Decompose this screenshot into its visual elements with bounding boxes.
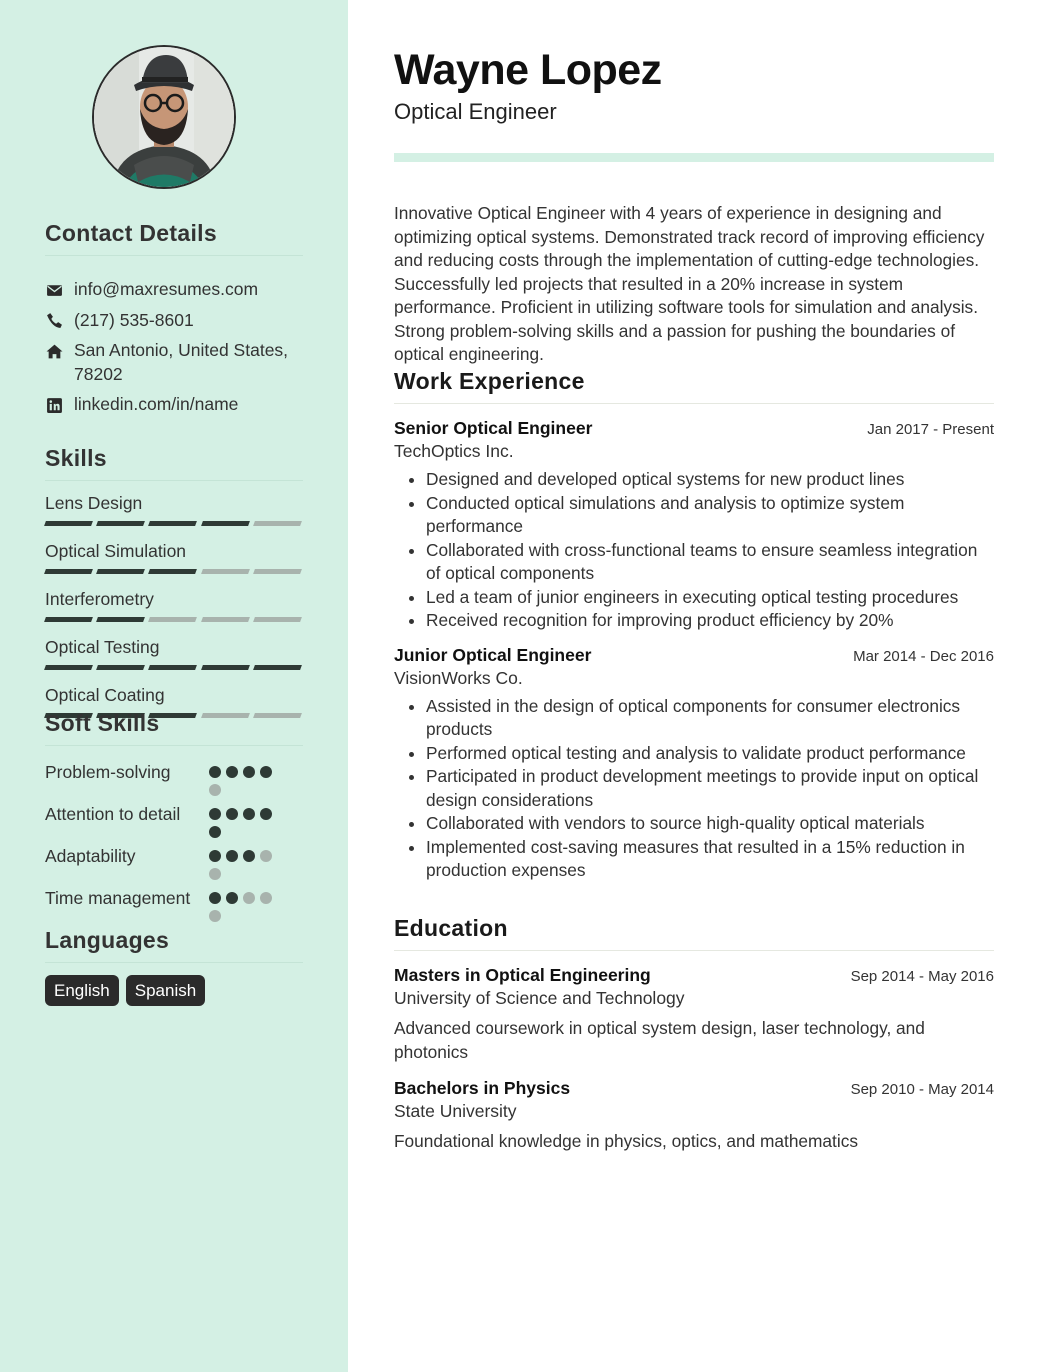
skill-level-segment: [253, 617, 302, 622]
divider: [394, 950, 994, 951]
skill-level-bar: [45, 665, 301, 670]
divider: [45, 480, 303, 481]
contact-title: Contact Details: [45, 220, 217, 246]
skill-level-segment: [96, 617, 145, 622]
skill-level-segment: [148, 617, 197, 622]
profile-photo: [94, 47, 234, 187]
skill-level-segment: [44, 617, 93, 622]
divider: [394, 403, 994, 404]
soft-skill-item: [45, 886, 303, 922]
contact-linkedin-text: linkedin.com/in/name: [74, 394, 239, 414]
education-header: [394, 1078, 994, 1099]
soft-skill-rating: [209, 760, 281, 796]
soft-skill-name: Time management: [45, 888, 191, 908]
contact-section: [45, 220, 303, 424]
job-bullet: • Received recognition for improving product efficiency by 20%: [426, 609, 994, 633]
rating-dot: [260, 766, 272, 778]
skill-name: Optical Testing: [45, 637, 160, 657]
accent-bar: [394, 153, 994, 162]
home-icon: [45, 341, 63, 361]
skill-level-segment: [201, 665, 250, 670]
skills-section: [45, 445, 303, 731]
soft-skill-item: [45, 760, 303, 796]
skill-name: Lens Design: [45, 493, 143, 513]
rating-dot: [209, 826, 221, 838]
skill-level-segment: [148, 665, 197, 670]
rating-dot: [209, 892, 221, 904]
job-bullet: • Implemented cost-saving measures that resulted in a 15% reduction in production expenses: [426, 836, 994, 883]
education-degree: Masters in Optical Engineering: [394, 965, 651, 985]
jobs-list: [394, 418, 994, 883]
candidate-name: Wayne Lopez: [394, 46, 662, 94]
skill-name: Interferometry: [45, 589, 154, 609]
skill-item: [45, 587, 303, 622]
contact-address-text: San Antonio, United States, 78202: [74, 340, 289, 384]
soft-skill-name: Attention to detail: [45, 804, 181, 824]
job-bullet: • Collaborated with vendors to source high-quality optical materials: [426, 812, 994, 836]
job-header: [394, 645, 994, 666]
skill-level-bar: [45, 521, 301, 526]
soft-skills-title: Soft Skills: [45, 710, 160, 736]
soft-skill-name: Adaptability: [45, 846, 136, 866]
rating-dot: [243, 892, 255, 904]
soft-skill-rating: [209, 802, 281, 838]
skill-level-bar: [45, 617, 301, 622]
soft-skill-item: [45, 844, 303, 880]
soft-skill-rating: [209, 886, 281, 922]
job-company: TechOptics Inc.: [394, 441, 514, 461]
education-header: [394, 965, 994, 986]
phone-icon: [45, 311, 63, 331]
job-entry: [394, 418, 994, 633]
job-title: Junior Optical Engineer: [394, 644, 592, 665]
job-bullet: • Assisted in the design of optical components for consumer electronics products: [426, 695, 994, 742]
skill-level-segment: [44, 521, 93, 526]
education-school: State University: [394, 1101, 517, 1121]
contact-email-text: info@maxresumes.com: [74, 279, 259, 299]
summary-text: Innovative Optical Engineer with 4 years of experience in designing and optimizing optical systems. Demonstrated track record of improving efficiency and reducing costs through the implementation of cutting-edge technologies. Successfully led projects that resulted in a 20% increase in system performance. Proficient in utilizing software tools for simulation and analysis. Strong problem-solving skills and a passion for pushing the boundaries of optical engineering.: [394, 203, 985, 364]
skill-name: Optical Simulation: [45, 541, 187, 561]
skill-level-segment: [44, 569, 93, 574]
education-dates: Sep 2014 - May 2016: [850, 968, 994, 985]
rating-dot: [226, 850, 238, 862]
rating-dot: [209, 784, 221, 796]
soft-skill-item: [45, 802, 303, 838]
job-title: Senior Optical Engineer: [394, 418, 593, 438]
education-entry: [394, 1078, 994, 1154]
skill-level-segment: [148, 569, 197, 574]
skill-level-segment: [96, 569, 145, 574]
job-bullet: • Performed optical testing and analysis to validate product performance: [426, 742, 994, 766]
experience-section: [394, 368, 994, 883]
rating-dot: [226, 766, 238, 778]
rating-dot: [226, 808, 238, 820]
job-entry: [394, 645, 994, 883]
rating-dot: [209, 808, 221, 820]
divider: [45, 745, 303, 746]
job-bullets: [394, 695, 994, 883]
skill-level-segment: [201, 569, 250, 574]
job-company: VisionWorks Co.: [394, 667, 523, 688]
education-description: Foundational knowledge in physics, optics, and mathematics: [394, 1131, 858, 1151]
job-bullet: • Led a team of junior engineers in executing optical testing procedures: [426, 586, 994, 610]
divider: [45, 962, 303, 963]
job-bullets: [394, 468, 994, 633]
rating-dot: [260, 892, 272, 904]
job-dates: Mar 2014 - Dec 2016: [853, 647, 994, 665]
skill-item: [45, 635, 303, 670]
skill-level-segment: [253, 521, 302, 526]
skill-level-segment: [148, 521, 197, 526]
rating-dot: [209, 766, 221, 778]
skill-item: [45, 491, 303, 526]
candidate-role: Optical Engineer: [394, 99, 557, 124]
experience-title: Work Experience: [394, 368, 585, 394]
rating-dot: [209, 850, 221, 862]
soft-skills-list: [45, 760, 303, 922]
rating-dot: [226, 892, 238, 904]
skill-level-segment: [96, 665, 145, 670]
contact-list: [45, 278, 303, 417]
contact-email[interactable]: [45, 278, 303, 302]
language-badge: Spanish: [126, 975, 205, 1006]
skill-level-segment: [253, 569, 302, 574]
job-bullet: • Collaborated with cross-functional teams to ensure seamless integration of optical components: [426, 539, 994, 586]
education-school: University of Science and Technology: [394, 988, 685, 1008]
education-list: [394, 965, 994, 1154]
rating-dot: [260, 808, 272, 820]
contact-phone-text: (217) 535-8601: [74, 309, 194, 330]
skill-level-segment: [253, 665, 302, 670]
contact-address: [45, 339, 303, 386]
rating-dot: [260, 850, 272, 862]
rating-dot: [209, 868, 221, 880]
skill-level-segment: [44, 665, 93, 670]
languages-section: [45, 927, 303, 1006]
education-dates: Sep 2010 - May 2014: [850, 1081, 994, 1098]
rating-dot: [243, 850, 255, 862]
rating-dot: [243, 808, 255, 820]
skills-list: [45, 491, 303, 718]
skill-level-segment: [96, 521, 145, 526]
job-bullet: • Participated in product development meetings to provide input on optical design considerations: [426, 765, 994, 812]
rating-dot: [243, 766, 255, 778]
skill-level-segment: [201, 617, 250, 622]
skill-name: Optical Coating: [45, 685, 165, 705]
language-badge: English: [45, 975, 119, 1006]
job-header: [394, 418, 994, 439]
job-bullet: • Designed and developed optical systems for new product lines: [426, 468, 994, 492]
envelope-icon: [45, 280, 63, 300]
education-entry: [394, 965, 994, 1064]
soft-skill-name: Problem-solving: [45, 762, 171, 782]
rating-dot: [209, 910, 221, 922]
education-title: Education: [394, 915, 508, 941]
linkedin-icon: [45, 395, 63, 415]
avatar: [92, 45, 236, 189]
contact-linkedin[interactable]: [45, 393, 303, 417]
skill-item: [45, 539, 303, 574]
skill-level-segment: [201, 521, 250, 526]
education-degree: Bachelors in Physics: [394, 1078, 571, 1098]
languages-title: Languages: [45, 927, 170, 953]
job-dates: Jan 2017 - Present: [867, 421, 994, 438]
skill-level-bar: [45, 569, 301, 574]
languages-list: [45, 975, 303, 1006]
education-description: Advanced coursework in optical system design, laser technology, and photonics: [394, 1018, 925, 1062]
divider: [45, 255, 303, 256]
education-section: [394, 915, 994, 1154]
soft-skills-section: [45, 710, 303, 928]
sidebar: [0, 0, 348, 1372]
skills-title: Skills: [45, 445, 107, 471]
job-bullet: • Conducted optical simulations and analysis to optimize system performance: [426, 492, 994, 539]
contact-phone[interactable]: [45, 309, 303, 333]
soft-skill-rating: [209, 844, 281, 880]
